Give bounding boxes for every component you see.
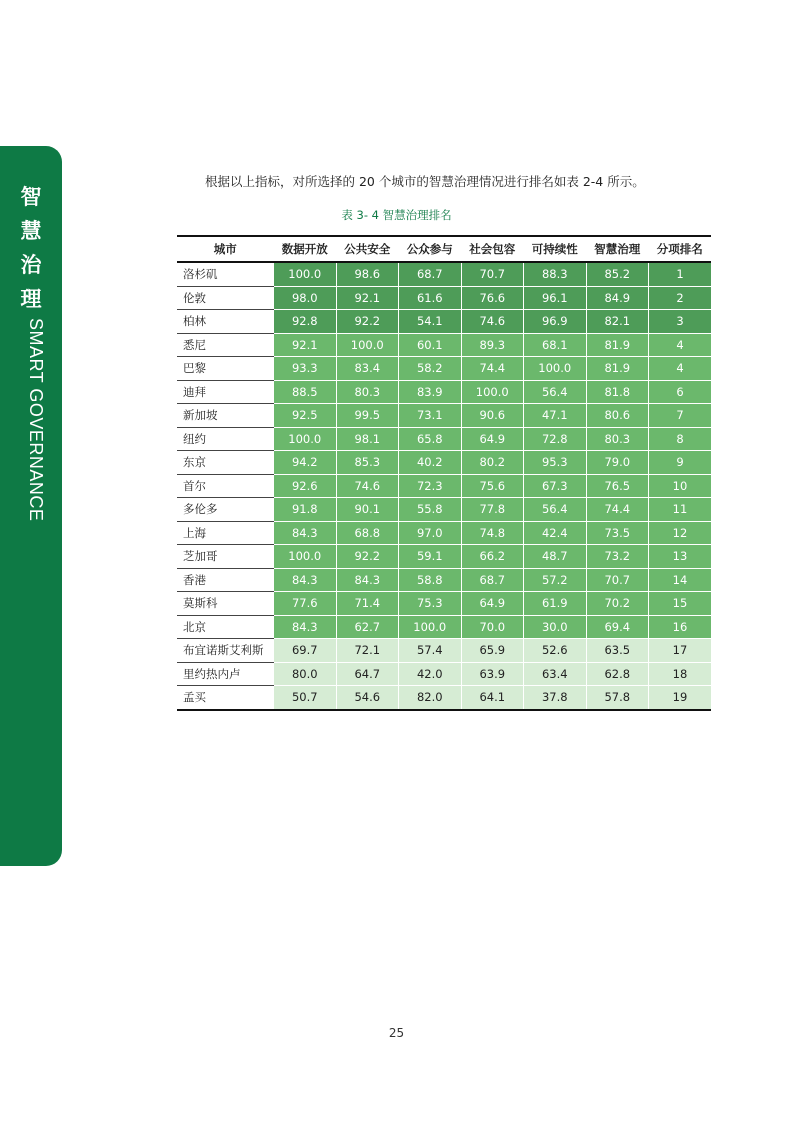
side-chapter-title-en: SMART GOVERNANCE	[26, 318, 46, 522]
score-cell: 92.5	[274, 404, 337, 428]
score-cell: 54.6	[336, 686, 399, 710]
score-cell: 100.0	[274, 427, 337, 451]
table-row	[177, 357, 711, 381]
score-cell: 84.3	[274, 521, 337, 545]
score-cell: 90.6	[461, 404, 524, 428]
score-cell: 48.7	[524, 545, 587, 569]
score-cell: 1	[649, 262, 712, 286]
score-cell: 68.1	[524, 333, 587, 357]
score-cell: 42.4	[524, 521, 587, 545]
column-header: 可持续性	[524, 236, 587, 262]
city-name-cell: 东京	[177, 451, 274, 475]
score-cell: 99.5	[336, 404, 399, 428]
city-name-cell: 新加坡	[177, 404, 274, 428]
city-name-cell: 香港	[177, 568, 274, 592]
score-cell: 72.8	[524, 427, 587, 451]
score-cell: 93.3	[274, 357, 337, 381]
column-header: 数据开放	[274, 236, 337, 262]
city-name-cell: 芝加哥	[177, 545, 274, 569]
score-cell: 57.8	[586, 686, 649, 710]
score-cell: 96.9	[524, 310, 587, 334]
score-cell: 68.7	[461, 568, 524, 592]
score-cell: 85.2	[586, 262, 649, 286]
score-cell: 12	[649, 521, 712, 545]
score-cell: 97.0	[399, 521, 462, 545]
score-cell: 88.5	[274, 380, 337, 404]
score-cell: 76.6	[461, 286, 524, 310]
score-cell: 8	[649, 427, 712, 451]
side-char: 治	[20, 253, 42, 277]
score-cell: 95.3	[524, 451, 587, 475]
score-cell: 61.6	[399, 286, 462, 310]
score-cell: 84.3	[274, 568, 337, 592]
score-cell: 92.8	[274, 310, 337, 334]
score-cell: 60.1	[399, 333, 462, 357]
city-name-cell: 迪拜	[177, 380, 274, 404]
table-row	[177, 451, 711, 475]
score-cell: 70.7	[461, 262, 524, 286]
score-cell: 80.2	[461, 451, 524, 475]
score-cell: 68.7	[399, 262, 462, 286]
score-cell: 83.4	[336, 357, 399, 381]
score-cell: 84.9	[586, 286, 649, 310]
score-cell: 68.8	[336, 521, 399, 545]
score-cell: 67.3	[524, 474, 587, 498]
score-cell: 63.9	[461, 662, 524, 686]
table-row	[177, 568, 711, 592]
table-header-row	[177, 236, 711, 262]
score-cell: 62.7	[336, 615, 399, 639]
city-name-cell: 悉尼	[177, 333, 274, 357]
column-header: 公共安全	[336, 236, 399, 262]
score-cell: 75.3	[399, 592, 462, 616]
score-cell: 69.7	[274, 639, 337, 663]
table-row	[177, 333, 711, 357]
score-cell: 92.2	[336, 310, 399, 334]
score-cell: 19	[649, 686, 712, 710]
score-cell: 59.1	[399, 545, 462, 569]
score-cell: 92.1	[336, 286, 399, 310]
table-row	[177, 521, 711, 545]
score-cell: 92.6	[274, 474, 337, 498]
city-name-cell: 洛杉矶	[177, 262, 274, 286]
table-row	[177, 404, 711, 428]
score-cell: 89.3	[461, 333, 524, 357]
city-name-cell: 纽约	[177, 427, 274, 451]
score-cell: 71.4	[336, 592, 399, 616]
score-cell: 88.3	[524, 262, 587, 286]
score-cell: 100.0	[336, 333, 399, 357]
city-name-cell: 多伦多	[177, 498, 274, 522]
score-cell: 37.8	[524, 686, 587, 710]
score-cell: 61.9	[524, 592, 587, 616]
ranking-table	[177, 235, 711, 711]
score-cell: 100.0	[274, 262, 337, 286]
score-cell: 100.0	[524, 357, 587, 381]
score-cell: 64.9	[461, 427, 524, 451]
score-cell: 54.1	[399, 310, 462, 334]
score-cell: 98.1	[336, 427, 399, 451]
city-name-cell: 巴黎	[177, 357, 274, 381]
score-cell: 70.7	[586, 568, 649, 592]
score-cell: 50.7	[274, 686, 337, 710]
score-cell: 56.4	[524, 380, 587, 404]
page-number: 25	[388, 1026, 405, 1040]
score-cell: 58.8	[399, 568, 462, 592]
score-cell: 80.3	[336, 380, 399, 404]
score-cell: 100.0	[274, 545, 337, 569]
score-cell: 10	[649, 474, 712, 498]
score-cell: 100.0	[399, 615, 462, 639]
score-cell: 14	[649, 568, 712, 592]
score-cell: 76.5	[586, 474, 649, 498]
side-char: 智	[20, 185, 42, 209]
score-cell: 63.4	[524, 662, 587, 686]
score-cell: 81.9	[586, 333, 649, 357]
score-cell: 96.1	[524, 286, 587, 310]
city-name-cell: 里约热内卢	[177, 662, 274, 686]
city-name-cell: 孟买	[177, 686, 274, 710]
column-header: 智慧治理	[586, 236, 649, 262]
score-cell: 57.2	[524, 568, 587, 592]
score-cell: 82.1	[586, 310, 649, 334]
score-cell: 72.3	[399, 474, 462, 498]
score-cell: 18	[649, 662, 712, 686]
score-cell: 77.6	[274, 592, 337, 616]
table-row	[177, 592, 711, 616]
score-cell: 74.6	[461, 310, 524, 334]
score-cell: 73.2	[586, 545, 649, 569]
table-row	[177, 545, 711, 569]
side-char: 慧	[20, 219, 42, 243]
score-cell: 16	[649, 615, 712, 639]
score-cell: 4	[649, 357, 712, 381]
table-row	[177, 615, 711, 639]
city-name-cell: 布宜诺斯艾利斯	[177, 639, 274, 663]
score-cell: 94.2	[274, 451, 337, 475]
score-cell: 83.9	[399, 380, 462, 404]
table-row	[177, 639, 711, 663]
table-row	[177, 262, 711, 286]
score-cell: 15	[649, 592, 712, 616]
score-cell: 65.9	[461, 639, 524, 663]
city-name-cell: 柏林	[177, 310, 274, 334]
city-name-cell: 上海	[177, 521, 274, 545]
score-cell: 56.4	[524, 498, 587, 522]
score-cell: 58.2	[399, 357, 462, 381]
score-cell: 91.8	[274, 498, 337, 522]
score-cell: 7	[649, 404, 712, 428]
score-cell: 90.1	[336, 498, 399, 522]
column-header: 分项排名	[649, 236, 712, 262]
score-cell: 6	[649, 380, 712, 404]
side-char: 理	[20, 287, 42, 311]
table-row	[177, 286, 711, 310]
score-cell: 74.4	[586, 498, 649, 522]
score-cell: 73.5	[586, 521, 649, 545]
table-row	[177, 474, 711, 498]
score-cell: 62.8	[586, 662, 649, 686]
score-cell: 4	[649, 333, 712, 357]
city-name-cell: 北京	[177, 615, 274, 639]
score-cell: 30.0	[524, 615, 587, 639]
table-body	[177, 262, 711, 710]
score-cell: 13	[649, 545, 712, 569]
intro-paragraph: 根据以上指标，对所选择的 20 个城市的智慧治理情况进行排名如表 2-4 所示。	[205, 174, 645, 189]
score-cell: 9	[649, 451, 712, 475]
score-cell: 84.3	[274, 615, 337, 639]
score-cell: 57.4	[399, 639, 462, 663]
score-cell: 70.2	[586, 592, 649, 616]
score-cell: 82.0	[399, 686, 462, 710]
score-cell: 66.2	[461, 545, 524, 569]
column-header: 公众参与	[399, 236, 462, 262]
score-cell: 64.7	[336, 662, 399, 686]
score-cell: 79.0	[586, 451, 649, 475]
score-cell: 80.6	[586, 404, 649, 428]
score-cell: 98.0	[274, 286, 337, 310]
score-cell: 92.1	[274, 333, 337, 357]
score-cell: 77.8	[461, 498, 524, 522]
table-caption: 表 3- 4 智慧治理排名	[341, 208, 452, 222]
score-cell: 63.5	[586, 639, 649, 663]
score-cell: 52.6	[524, 639, 587, 663]
score-cell: 81.8	[586, 380, 649, 404]
score-cell: 98.6	[336, 262, 399, 286]
score-cell: 17	[649, 639, 712, 663]
table-row	[177, 310, 711, 334]
city-name-cell: 伦敦	[177, 286, 274, 310]
score-cell: 92.2	[336, 545, 399, 569]
table-row	[177, 498, 711, 522]
table-row	[177, 427, 711, 451]
score-cell: 64.1	[461, 686, 524, 710]
side-chapter-title-cn	[16, 180, 46, 316]
city-name-cell: 首尔	[177, 474, 274, 498]
score-cell: 42.0	[399, 662, 462, 686]
table-row	[177, 686, 711, 710]
score-cell: 40.2	[399, 451, 462, 475]
score-cell: 74.6	[336, 474, 399, 498]
score-cell: 80.0	[274, 662, 337, 686]
score-cell: 65.8	[399, 427, 462, 451]
score-cell: 47.1	[524, 404, 587, 428]
score-cell: 69.4	[586, 615, 649, 639]
score-cell: 81.9	[586, 357, 649, 381]
score-cell: 72.1	[336, 639, 399, 663]
score-cell: 80.3	[586, 427, 649, 451]
city-name-cell: 莫斯科	[177, 592, 274, 616]
score-cell: 84.3	[336, 568, 399, 592]
score-cell: 74.8	[461, 521, 524, 545]
score-cell: 74.4	[461, 357, 524, 381]
table-row	[177, 662, 711, 686]
score-cell: 2	[649, 286, 712, 310]
score-cell: 85.3	[336, 451, 399, 475]
score-cell: 64.9	[461, 592, 524, 616]
score-cell: 3	[649, 310, 712, 334]
column-header: 城市	[177, 236, 274, 262]
score-cell: 55.8	[399, 498, 462, 522]
score-cell: 73.1	[399, 404, 462, 428]
score-cell: 70.0	[461, 615, 524, 639]
column-header: 社会包容	[461, 236, 524, 262]
score-cell: 100.0	[461, 380, 524, 404]
score-cell: 11	[649, 498, 712, 522]
score-cell: 75.6	[461, 474, 524, 498]
table-row	[177, 380, 711, 404]
